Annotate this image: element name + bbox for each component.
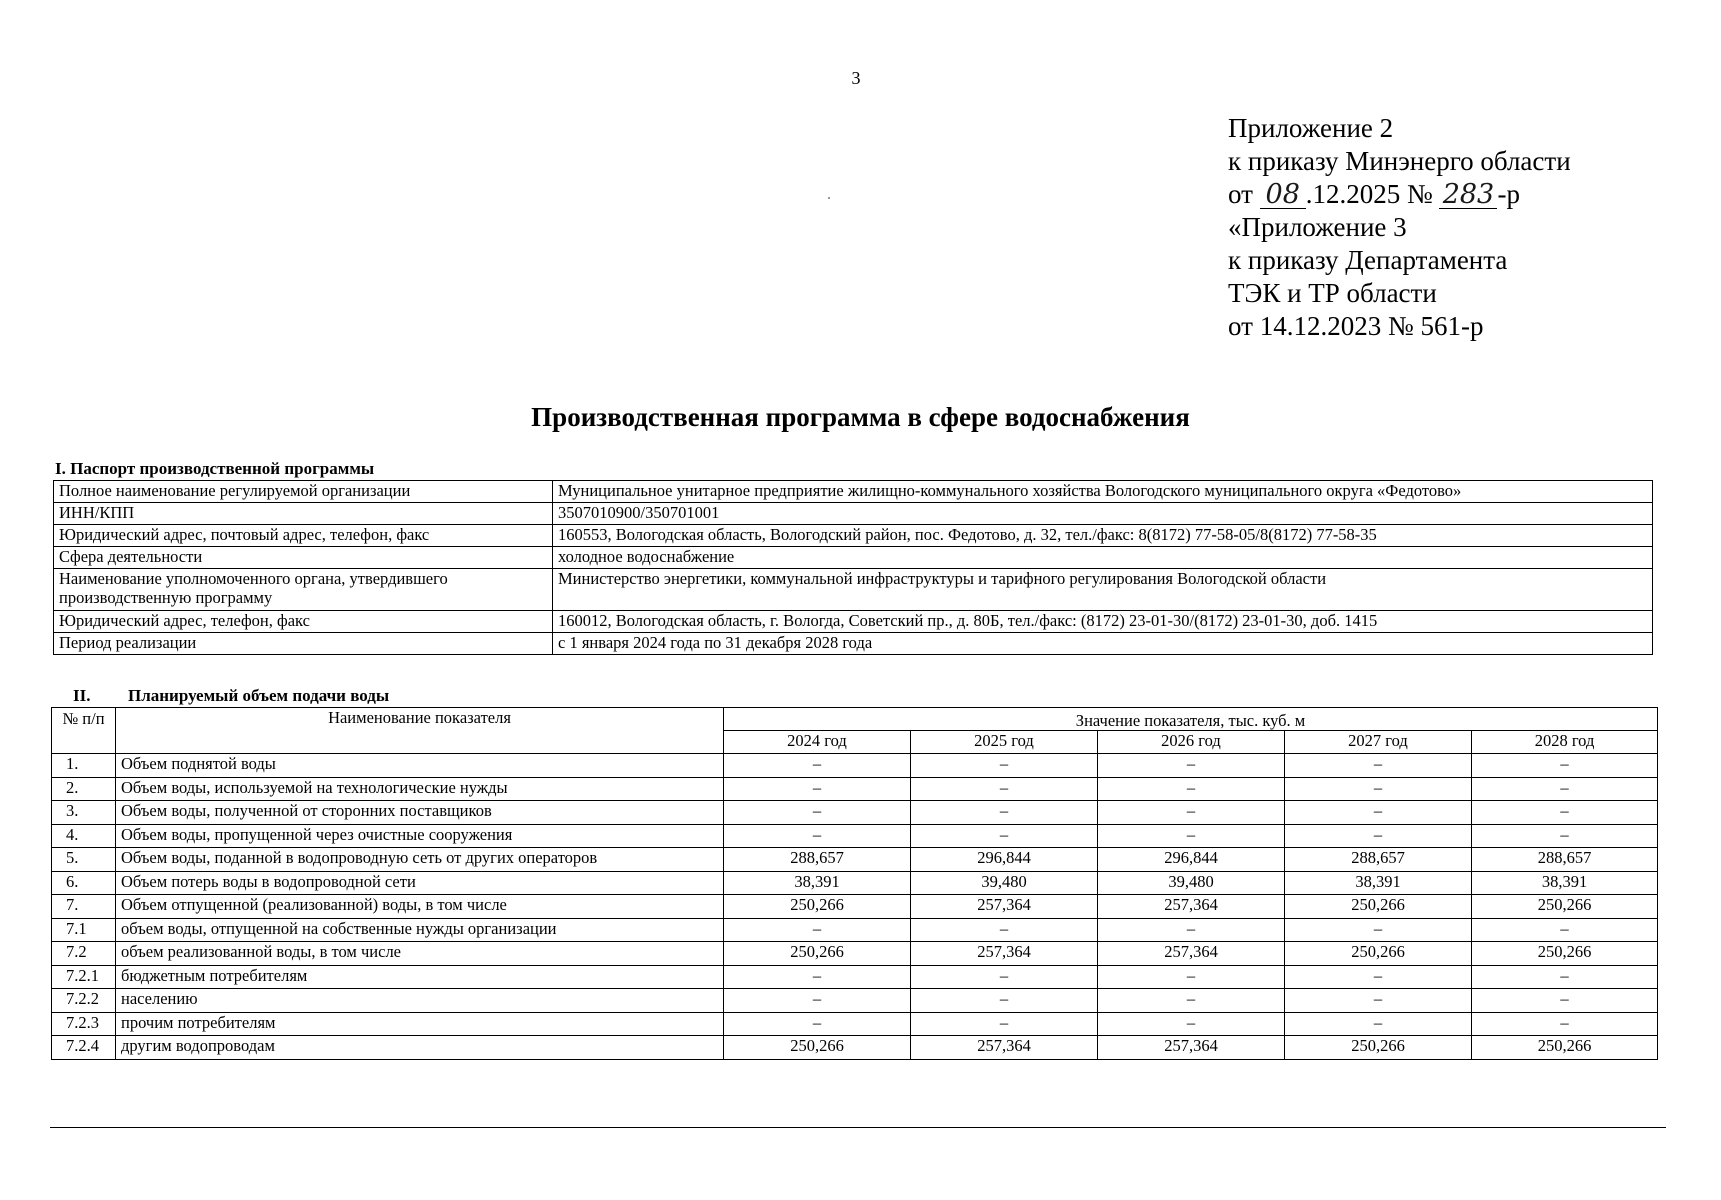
row-value: – [1472,1012,1658,1036]
row-number: 5. [52,848,116,872]
table-row [52,848,1658,872]
row-value: – [1472,777,1658,801]
row-number: 7.2.2 [52,989,116,1013]
table-row [52,871,1658,895]
passport-label: Наименование уполномоченного органа, утвердившего производственную программу [54,569,553,611]
row-indicator-name: населению [116,989,724,1013]
appendix-line-7: от 14.12.2023 № 561-р [1228,311,1484,341]
row-value: – [911,918,1098,942]
row-indicator-name: объем воды, отпущенной на собственные нужды организации [116,918,724,942]
passport-value: Муниципальное унитарное предприятие жилищно-коммунального хозяйства Вологодского муниципального округа «Федотово» [553,481,1653,503]
appendix-line-5: к приказу Департамента [1228,245,1508,275]
passport-row [54,547,1653,569]
row-value: 38,391 [1472,871,1658,895]
row-value: – [724,989,911,1013]
footer-rule [50,1127,1666,1128]
row-value: – [1098,824,1285,848]
row-value: – [1472,801,1658,825]
row-value: – [911,965,1098,989]
row-value: – [724,777,911,801]
scan-speck [828,197,830,199]
column-header-values: Значение показателя, тыс. куб. м [724,708,1658,731]
row-number: 6. [52,871,116,895]
appendix-line-4: «Приложение 3 [1228,212,1407,242]
year-header: 2024 год [724,731,911,754]
table-row [52,824,1658,848]
row-value: – [1285,824,1472,848]
row-value: 257,364 [1098,1036,1285,1060]
row-value: – [1285,989,1472,1013]
passport-label: Сфера деятельности [54,547,553,569]
year-header: 2027 год [1285,731,1472,754]
row-number: 7.1 [52,918,116,942]
table-row [52,1036,1658,1060]
row-value: – [1098,1012,1285,1036]
row-value: – [911,1012,1098,1036]
passport-value: холодное водоснабжение [553,547,1653,569]
row-indicator-name: Объем воды, используемой на технологические нужды [116,777,724,801]
passport-row [54,503,1653,525]
table-row [52,965,1658,989]
appendix-block [1228,112,1571,343]
water-volume-table [51,707,1658,1060]
table-row [52,918,1658,942]
row-indicator-name: Объем поднятой воды [116,754,724,778]
appendix-line-2: к приказу Минэнерго области [1228,146,1571,176]
table-row [52,895,1658,919]
row-value: – [1098,801,1285,825]
row-value: 250,266 [1285,895,1472,919]
passport-table [53,480,1653,655]
table-row [52,989,1658,1013]
row-value: 250,266 [724,895,911,919]
row-number: 7. [52,895,116,919]
row-value: 250,266 [724,1036,911,1060]
table-row [52,1012,1658,1036]
passport-value: 160012, Вологодская область, г. Вологда, Советский пр., д. 80Б, тел./факс: (8172) 23-01-30/(8172) 23-01-30, доб. 1415 [553,611,1653,633]
table-row [52,942,1658,966]
row-value: – [1472,918,1658,942]
row-number: 2. [52,777,116,801]
row-number: 7.2.1 [52,965,116,989]
table-row [52,777,1658,801]
appendix-line-6: ТЭК и ТР области [1228,278,1437,308]
handwritten-day: 08 [1260,182,1306,209]
row-value: 257,364 [911,942,1098,966]
row-number: 7.2.3 [52,1012,116,1036]
document-title: Производственная программа в сфере водоснабжения [531,402,1190,432]
passport-label: Юридический адрес, телефон, факс [54,611,553,633]
row-value: – [1098,965,1285,989]
passport-row [54,525,1653,547]
passport-value: 160553, Вологодская область, Вологодский район, пос. Федотово, д. 32, тел./факс: 8(8172) 77-58-05/8(8172) 77-58-35 [553,525,1653,547]
row-value: 257,364 [1098,942,1285,966]
passport-value: с 1 января 2024 года по 31 декабря 2028 года [553,633,1653,655]
row-value: – [1472,965,1658,989]
passport-value: Министерство энергетики, коммунальной инфраструктуры и тарифного регулирования Вологодской области [553,569,1653,611]
handwritten-order-number: 283 [1439,182,1497,209]
row-value: 296,844 [911,848,1098,872]
table-row [52,801,1658,825]
passport-row [54,633,1653,655]
row-value: – [1285,801,1472,825]
row-value: 39,480 [1098,871,1285,895]
row-value: 257,364 [911,1036,1098,1060]
row-value: 39,480 [911,871,1098,895]
passport-row [54,481,1653,503]
row-value: – [724,754,911,778]
row-number: 7.2.4 [52,1036,116,1060]
row-value: – [1285,754,1472,778]
row-value: – [911,754,1098,778]
row-value: – [1285,1012,1472,1036]
row-value: 250,266 [724,942,911,966]
row-value: – [724,965,911,989]
column-header-indicator: Наименование показателя [116,708,724,754]
row-value: 250,266 [1472,942,1658,966]
section-2-title: Планируемый объем подачи воды [128,686,390,705]
row-value: 250,266 [1472,1036,1658,1060]
row-value: 257,364 [1098,895,1285,919]
row-value: – [1098,754,1285,778]
section-2-number: II. [73,686,91,705]
row-value: – [1472,824,1658,848]
passport-label: Период реализации [54,633,553,655]
row-value: – [1285,918,1472,942]
row-indicator-name: Объем воды, поданной в водопроводную сеть от других операторов [116,848,724,872]
row-value: 288,657 [1472,848,1658,872]
row-indicator-name: Объем воды, полученной от сторонних поставщиков [116,801,724,825]
row-value: 250,266 [1285,942,1472,966]
row-value: 257,364 [911,895,1098,919]
row-number: 3. [52,801,116,825]
passport-row [54,611,1653,633]
row-indicator-name: объем реализованной воды, в том числе [116,942,724,966]
row-value: – [1285,777,1472,801]
section-2-heading [73,686,389,706]
row-indicator-name: Объем воды, пропущенной через очистные сооружения [116,824,724,848]
section-1-heading: I. Паспорт производственной программы [55,459,375,478]
row-value: – [724,801,911,825]
passport-label: ИНН/КПП [54,503,553,525]
row-value: 38,391 [724,871,911,895]
row-value: 250,266 [1472,895,1658,919]
row-indicator-name: прочим потребителям [116,1012,724,1036]
passport-label: Юридический адрес, почтовый адрес, телефон, факс [54,525,553,547]
row-value: – [1098,777,1285,801]
row-value: – [724,1012,911,1036]
row-indicator-name: Объем отпущенной (реализованной) воды, в том числе [116,895,724,919]
year-header: 2026 год [1098,731,1285,754]
row-value: – [911,801,1098,825]
row-number: 4. [52,824,116,848]
passport-row [54,569,1653,611]
year-header: 2028 год [1472,731,1658,754]
row-value: 288,657 [724,848,911,872]
appendix-number-suffix: -р [1497,179,1520,209]
page-number: 3 [851,68,861,88]
row-indicator-name: бюджетным потребителям [116,965,724,989]
appendix-date-mid: .12.2025 № [1305,179,1433,209]
row-value: – [1098,989,1285,1013]
row-indicator-name: другим водопроводам [116,1036,724,1060]
row-value: – [1472,754,1658,778]
year-header: 2025 год [911,731,1098,754]
row-value: – [911,777,1098,801]
appendix-line-3 [1228,178,1571,211]
table-row [52,754,1658,778]
column-header-number: № п/п [52,708,116,754]
row-value: 296,844 [1098,848,1285,872]
row-value: – [911,989,1098,1013]
appendix-line-1: Приложение 2 [1228,113,1394,143]
passport-value: 3507010900/350701001 [553,503,1653,525]
row-value: 288,657 [1285,848,1472,872]
passport-label: Полное наименование регулируемой организации [54,481,553,503]
row-value: – [1285,965,1472,989]
row-number: 1. [52,754,116,778]
row-value: 250,266 [1285,1036,1472,1060]
row-value: – [724,824,911,848]
row-value: – [911,824,1098,848]
appendix-date-prefix: от [1228,179,1253,209]
row-number: 7.2 [52,942,116,966]
row-indicator-name: Объем потерь воды в водопроводной сети [116,871,724,895]
row-value: – [724,918,911,942]
row-value: – [1472,989,1658,1013]
row-value: 38,391 [1285,871,1472,895]
row-value: – [1098,918,1285,942]
